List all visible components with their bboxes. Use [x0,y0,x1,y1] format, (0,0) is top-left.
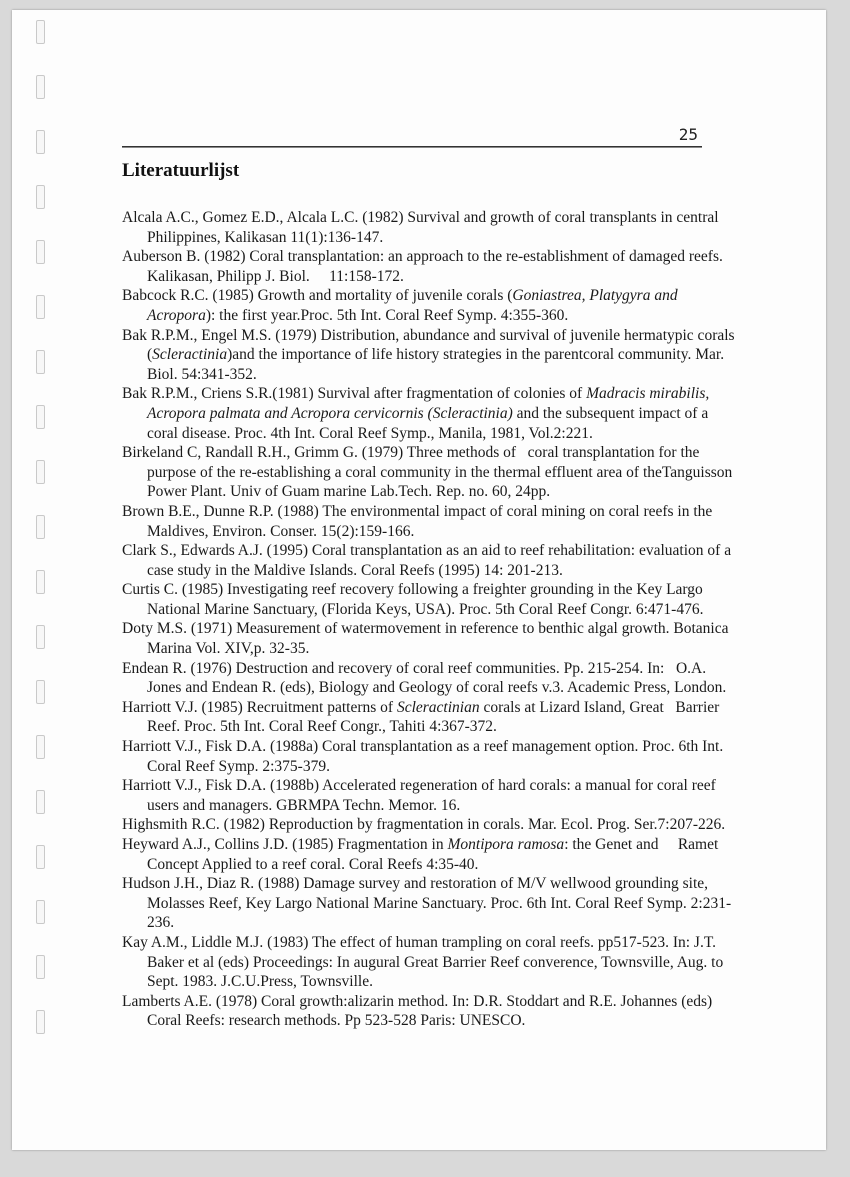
reference-entry [122,541,742,580]
reference-entry [122,992,742,1031]
reference-entry [122,208,742,247]
reference-text: Babcock R.C. (1985) Growth and mortality of juvenile corals ( [122,287,513,305]
reference-entry [122,933,742,992]
reference-text: and the subsequent impact of a coral disease. Proc. 4th Int. Coral Reef Symp., Manila, 1981, Vol.2:221. [147,404,709,442]
binding-hole [36,350,45,374]
reference-entry [122,659,742,698]
binding-hole [36,130,45,154]
reference-entry [122,580,742,619]
reference-text: corals at Lizard Island, Great Barrier Reef. Proc. 5th Int. Coral Reef Congr., Tahiti 4:367-372. [147,698,720,736]
reference-italic-text: Madracis mirabilis, Acropora palmata and Acropora cervicornis (Scleractinia) [147,385,710,422]
binding-hole [36,240,45,264]
reference-entry [122,874,742,933]
reference-italic-text: Goniastrea, Platygyra and Acropora [147,287,678,324]
binding-hole [36,680,45,704]
reference-text: Alcala A.C., Gomez E.D., Alcala L.C. (1982) Survival and growth of coral transplants in central Philippines, Kalikasan 11(1):136-147. [122,209,719,246]
reference-text: Kay A.M., Liddle M.J. (1983) The effect of human trampling on coral reefs. pp517-523. In: J.T. Baker et al (eds) Proceedings: In augural Great Barrier Reef converence, Townsville, Aug. to Sept. 1983. J.C.U.Press, Townsville. [122,933,724,991]
reference-entry [122,737,742,776]
binding-hole [36,1010,45,1034]
reference-entry [122,286,742,325]
reference-text: )and the importance of life history strategies in the parentcoral community. Mar. Biol. 54:341-352. [147,346,725,383]
reference-text: Endean R. (1976) Destruction and recovery of coral reef communities. Pp. 215-254. In: O.A. Jones and Endean R. (eds), Biology and Geology of coral reefs v.3. Academic Press, London. [122,659,727,697]
reference-text: : the Genet and Ramet Concept Applied to a reef coral. Coral Reefs 4:35-40. [147,836,719,873]
reference-text: Clark S., Edwards A.J. (1995) Coral transplantation as an aid to reef rehabilitation: evaluation of a case study in the Maldive Islands. Coral Reefs (1995) 14: 201-213. [122,542,732,579]
reference-text: Brown B.E., Dunne R.P. (1988) The environmental impact of coral mining on coral reefs in the Maldives, Environ. Conser. 15(2):159-166. [122,502,713,540]
reference-text: Heyward A.J., Collins J.D. (1985) Fragmentation in [122,836,448,853]
binding-hole [36,460,45,484]
binding-hole [36,845,45,869]
reference-text: Hudson J.H., Diaz R. (1988) Damage survey and restoration of M/V wellwood grounding site, Molasses Reef, Key Largo National Marine Sanctuary. Proc. 6th Int. Coral Reef Symp. 2:231-236. [122,875,732,932]
binding-hole [36,75,45,99]
reference-italic-text: Scleractinian [396,698,480,716]
binding-hole [36,955,45,979]
reference-entry [122,247,742,286]
reference-text: Harriott V.J. (1985) Recruitment patterns of [122,698,397,716]
reference-text: Birkeland C, Randall R.H., Grimm G. (1979) Three methods of coral transplantation for the purpose of the re-establishing a coral community in the thermal effluent area of theTanguisson Power Plant. Univ of Guam marine Lab.Tech. Rep. no. 60, 24pp. [122,444,733,501]
reference-entry [122,835,742,874]
reference-entry [122,776,742,815]
reference-entry [122,384,742,443]
reference-text: ): the first year.Proc. 5th Int. Coral Reef Symp. 4:355-360. [205,306,569,324]
reference-entry [122,619,742,658]
binding-hole [36,900,45,924]
binding-hole [36,405,45,429]
reference-entry [122,815,742,835]
binding-hole [36,20,45,44]
reference-text: Auberson B. (1982) Coral transplantation: an approach to the re-establishment of damaged reefs. Kalikasan, Philipp J. Biol. 11:158-172. [122,248,723,285]
reference-text: Curtis C. (1985) Investigating reef recovery following a freighter grounding in the Key Largo National Marine Sanctuary, (Florida Keys, USA). Proc. 5th Coral Reef Congr. 6:471-476. [122,581,704,618]
page-number: 25 [678,125,698,144]
reference-text: Highsmith R.C. (1982) Reproduction by fragmentation in corals. Mar. Ecol. Prog. Ser.7:207-226. [122,816,726,834]
reference-text: Doty M.S. (1971) Measurement of watermovement in reference to benthic algal growth. Botanica Marina Vol. XIV,p. 32-35. [122,620,729,658]
binding-hole [36,570,45,594]
page-title: Literatuurlijst [122,160,240,181]
binding-hole [36,735,45,759]
reference-text: Bak R.P.M., Criens S.R.(1981) Survival after fragmentation of colonies of [122,385,587,403]
binding-hole [36,295,45,319]
reference-text: Harriott V.J., Fisk D.A. (1988b) Accelerated regeneration of hard corals: a manual for coral reef users and managers. GBRMPA Techn. Memor. 16. [122,777,716,814]
header-rule [122,146,702,148]
binding-hole [36,625,45,649]
reference-text: Harriott V.J., Fisk D.A. (1988a) Coral transplantation as a reef management option. Proc. 6th Int. Coral Reef Symp. 2:375-379. [122,738,724,775]
reference-entry [122,443,742,502]
reference-entry [122,502,742,541]
binding-hole [36,790,45,814]
reference-list [122,208,742,1031]
binding-hole [36,515,45,539]
document-page [12,10,826,1150]
reference-italic-text: Scleractinia [152,346,228,364]
reference-entry [122,326,742,385]
reference-italic-text: Montipora ramosa [447,836,565,853]
reference-entry [122,698,742,737]
reference-text: Lamberts A.E. (1978) Coral growth:alizarin method. In: D.R. Stoddart and R.E. Johannes (eds) Coral Reefs: research methods. Pp 523-528 Paris: UNESCO. [122,992,713,1030]
reference-text: Bak R.P.M., Engel M.S. (1979) Distribution, abundance and survival of juvenile hermatypic corals ( [122,326,735,364]
binding-hole [36,185,45,209]
